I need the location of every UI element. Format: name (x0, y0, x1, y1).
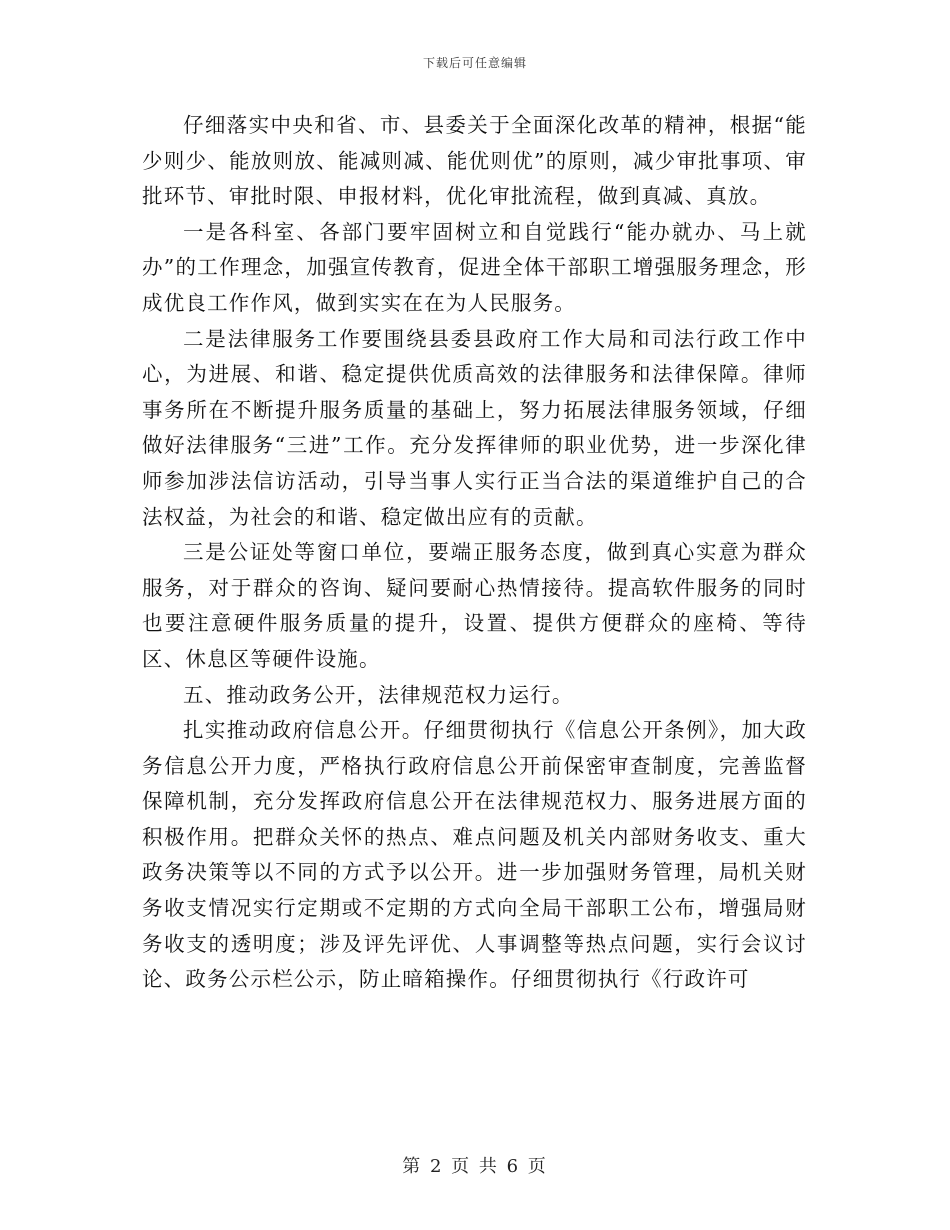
paragraph-4: 三是公证处等窗口单位，要端正服务态度，做到真心实意为群众服务，对于群众的咨询、疑问要耐心热情接待。提高软件服务的同时也要注意硬件服务质量的提升，设置、提供方便群众的座椅、等待区、休息区等硬件设施。 (142, 540, 807, 671)
document-body (142, 108, 807, 998)
page-number: 第 2 页 共 6 页 (402, 1156, 548, 1177)
paragraph-2: 一是各科室、各部门要牢固树立和自觉践行“能办就办、马上就办”的工作理念，加强宣传教育，促进全体干部职工增强服务理念，形成优良工作作风，做到实实在在为人民服务。 (142, 219, 807, 315)
section-heading: 五、推动政务公开，法律规范权力运行。 (183, 682, 574, 707)
paragraph-3: 二是法律服务工作要围绕县委县政府工作大局和司法行政工作中心，为进展、和谐、稳定提供优质高效的法律服务和法律保障。律师事务所在不断提升服务质量的基础上，努力拓展法律服务领域，仔细做好法律服务“三进”工作。充分发挥律师的职业优势，进一步深化律师参加涉法信访活动，引导当事人实行正当合法的渠道维护自己的合法权益，为社会的和谐、稳定做出应有的贡献。 (142, 326, 807, 529)
paragraph-1: 仔细落实中央和省、市、县委关于全面深化改革的精神，根据“能少则少、能放则放、能减则减、能优则优”的原则，减少审批事项、审批环节、审批时限、申报材料，优化审批流程，做到真减、真放。 (142, 113, 807, 209)
paragraph-5: 扎实推动政府信息公开。仔细贯彻执行《信息公开条例》，加大政务信息公开力度，严格执行政府信息公开前保密审查制度，完善监督保障机制，充分发挥政府信息公开在法律规范权力、服务进展方面的积极作用。把群众关怀的热点、难点问题及机关内部财务收支、重大政务决策等以不同的方式予以公开。进一步加强财务管理，局机关财务收支情况实行定期或不定期的方式向全局干部职工公布，增强局财务收支的透明度；涉及评先评优、人事调整等热点问题，实行会议讨论、政务公示栏公示，防止暗箱操作。仔细贯彻执行《行政许可 (142, 718, 807, 992)
page-header: 下载后可任意编辑 (422, 56, 527, 70)
